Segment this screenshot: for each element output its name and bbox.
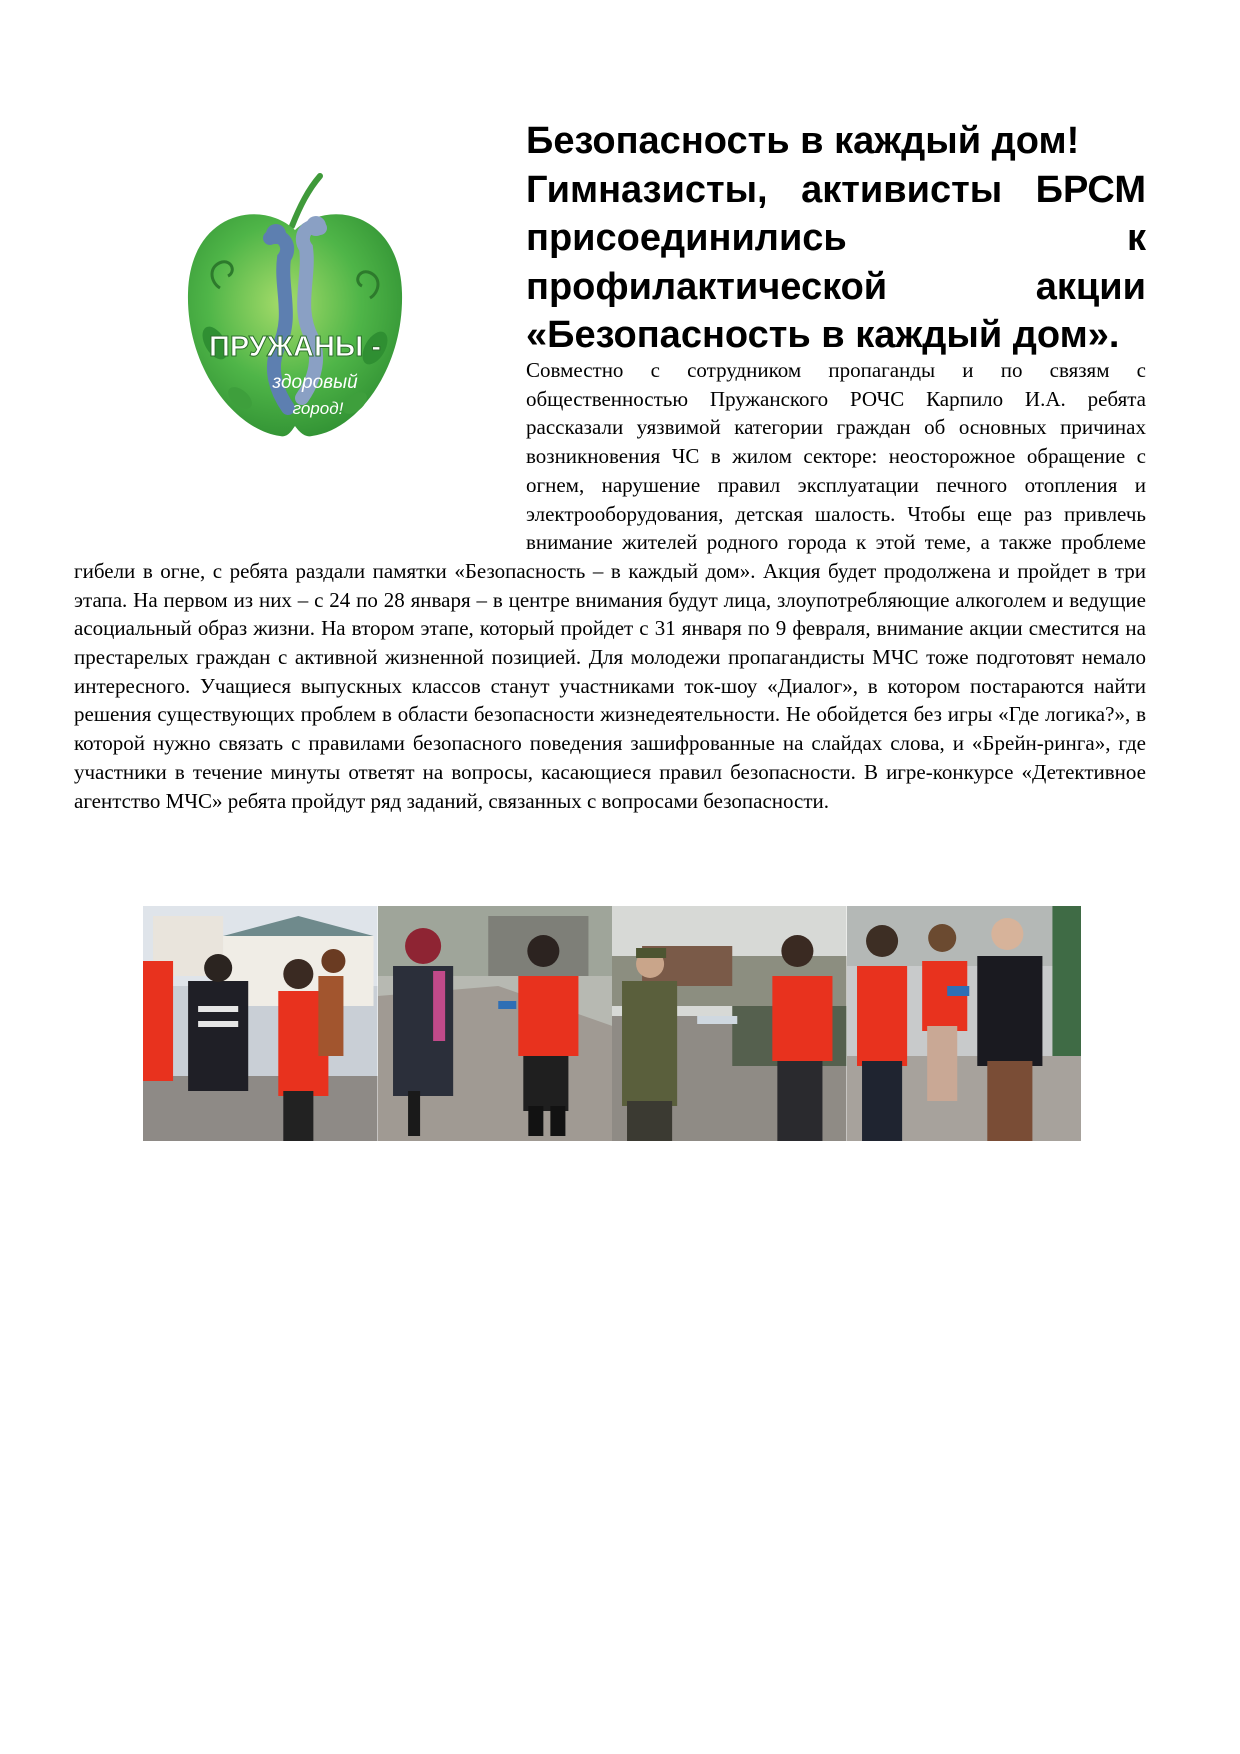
photo-4-group-residents [847, 906, 1082, 1141]
photo-3-elderly-man [612, 906, 847, 1141]
photo-1-gymnasium-leaflet [143, 906, 378, 1141]
logo-subtitle-2: город! [292, 399, 344, 418]
article-body-wrapper [74, 356, 1146, 815]
logo-subtitle-1: здоровый [272, 372, 358, 393]
headline-rest: Гимназисты, активисты БРСМ присоединились к профилактической акции «Безопасность в каждый дом». [526, 168, 1146, 356]
headline-first-line: Безопасность в каждый дом! [526, 120, 1080, 162]
logo-title: ПРУЖАНЫ - [208, 331, 382, 363]
article-headline [526, 117, 1146, 360]
photo-strip [143, 906, 1081, 1141]
logo-float-spacer [74, 356, 526, 530]
article-body: Совместно с сотрудником пропаганды и по связям с общественностью Пружанского РОЧС Карпило И.А. ребята рассказали уязвимой категории граждан об основных причинах возникновения ЧС в жилом секторе: неосторожное обращение с огнем, нарушение правил эксплуатации печного отопления и электрооборудования, детская шалость. Чтобы еще раз привлечь внимание жителей родного города к этой теме, а также проблеме гибели в огне, с ребята раздали памятки «Безопасность – в каждый дом». Акция будет продолжена и пройдет в три этапа. На первом из них – с 24 по 28 января – в центре внимания будут лица, злоупотребляющие алкоголем и ведущие асоциальный образ жизни. На втором этапе, который пройдет с 31 января по 9 февраля, внимание акции сместится на престарелых граждан с активной жизненной позицией. Для молодежи пропагандисты МЧС тоже подготовят немало интересного. Учащиеся выпускных классов станут участниками ток-шоу «Диалог», в котором постараются найти решения существующих проблем в области безопасности жизнедеятельности. Не обойдется без игры «Где логика?», в которой нужно связать с правилами безопасного поведения зашифрованные на слайдах слова, и «Брейн-ринга», где участники в течение минуты ответят на вопросы, касающиеся правил безопасности. В игре-конкурсе «Детективное агентство МЧС» ребята пройдут ряд заданий, связанных с вопросами безопасности. [74, 358, 1146, 813]
photo-2-girl-scarf [378, 906, 613, 1141]
